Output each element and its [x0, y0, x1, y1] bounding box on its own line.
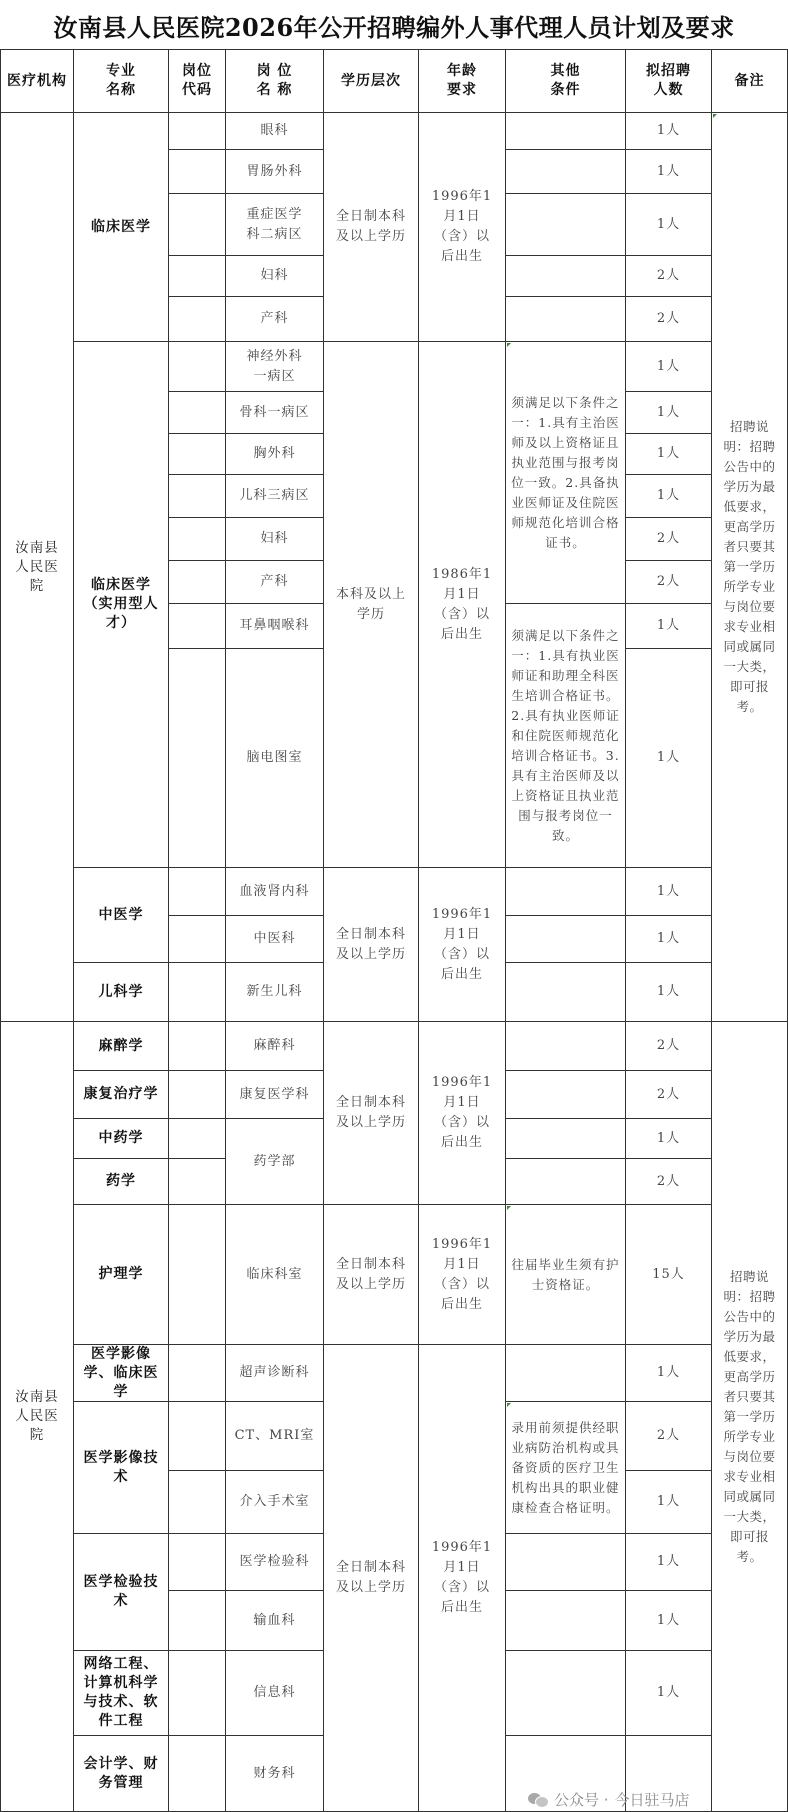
post-code-cell — [169, 561, 226, 604]
post-code-cell — [169, 1345, 226, 1402]
other-empty-cell — [506, 1651, 626, 1736]
post-name-cell: 妇科 — [226, 518, 324, 561]
header-count: 拟招聘 人数 — [626, 50, 712, 113]
major-cell: 会计学、财务管理 — [74, 1736, 169, 1812]
count-cell: 1人 — [626, 1119, 712, 1159]
major-cell: 麻醉学 — [74, 1022, 169, 1071]
other-empty-cell — [506, 1119, 626, 1159]
post-code-cell — [169, 1071, 226, 1119]
count-cell: 1人 — [626, 916, 712, 963]
count-cell: 1人 — [626, 868, 712, 916]
count-cell: 2人 — [626, 1159, 712, 1205]
post-code-cell — [169, 1119, 226, 1159]
post-code-cell — [169, 604, 226, 649]
post-code-cell — [169, 1205, 226, 1345]
post-code-cell — [169, 475, 226, 518]
post-code-cell — [169, 194, 226, 256]
other-empty-cell — [506, 868, 626, 916]
count-cell: 2人 — [626, 1402, 712, 1471]
major-cell: 儿科学 — [74, 963, 169, 1022]
post-name-cell: 信息科 — [226, 1651, 324, 1736]
post-name-cell: 临床科室 — [226, 1205, 324, 1345]
post-name-cell: 产科 — [226, 297, 324, 342]
major-cell: 中药学 — [74, 1119, 169, 1159]
major-cell: 医学影像技术 — [74, 1402, 169, 1534]
count-cell: 2人 — [626, 518, 712, 561]
post-name-cell: 介入手术室 — [226, 1471, 324, 1534]
recruitment-table — [0, 49, 788, 1812]
major-cell: 中医学 — [74, 868, 169, 963]
major-cell: 临床医学（实用型人才） — [74, 342, 169, 868]
count-cell: 1人 — [626, 150, 712, 194]
major-cell: 网络工程、计算机科学与技术、软件工程 — [74, 1651, 169, 1736]
post-name-cell: 麻醉科 — [226, 1022, 324, 1071]
post-name-cell: 耳鼻咽喉科 — [226, 604, 324, 649]
remark-cell: 招聘说明：招聘公告中的学历为最低要求，更高学历者只要其第一学历所学专业与岗位要求专业相同或属同一大类，即可报考。 — [712, 1022, 788, 1812]
other-empty-cell — [506, 297, 626, 342]
header-post-code: 岗位 代码 — [169, 50, 226, 113]
education-cell: 全日制本科及以上学历 — [324, 868, 419, 1022]
other-empty-cell — [506, 1534, 626, 1591]
post-name-cell: 药学部 — [226, 1119, 324, 1205]
post-code-cell — [169, 392, 226, 434]
count-cell: 2人 — [626, 1071, 712, 1119]
post-name-cell: CT、MRI室 — [226, 1402, 324, 1471]
count-cell: 1人 — [626, 963, 712, 1022]
post-code-cell — [169, 434, 226, 475]
post-name-cell: 血液肾内科 — [226, 868, 324, 916]
count-cell: 1人 — [626, 1651, 712, 1736]
other-empty-cell — [506, 194, 626, 256]
major-cell: 临床医学 — [74, 113, 169, 342]
count-cell: 1人 — [626, 1534, 712, 1591]
other-empty-cell — [506, 1022, 626, 1071]
header-post-name: 岗 位 名 称 — [226, 50, 324, 113]
count-cell: 1人 — [626, 649, 712, 868]
education-cell: 全日制本科及以上学历 — [324, 1345, 419, 1812]
other-empty-cell — [506, 256, 626, 297]
post-code-cell — [169, 916, 226, 963]
institution-cell-1: 汝南县人民医院 — [1, 113, 74, 1022]
major-cell: 医学影像学、临床医学 — [74, 1345, 169, 1402]
post-name-cell: 重症医学科二病区 — [226, 194, 324, 256]
page-title: 汝南县人民医院2026年公开招聘编外人事代理人员计划及要求 — [53, 12, 735, 42]
age-cell: 1996年1月1日（含）以后出生 — [419, 1345, 506, 1812]
other-empty-cell — [506, 1071, 626, 1119]
remark-cell: 招聘说明：招聘公告中的学历为最低要求，更高学历者只要其第一学历所学专业与岗位要求专业相同或属同一大类，即可报考。 — [712, 113, 788, 1022]
count-cell: 1人 — [626, 113, 712, 150]
condition-cell: 录用前须提供经职业病防治机构或具备资质的医疗卫生机构出具的职业健康检查合格证明。 — [506, 1402, 626, 1534]
count-cell: 1人 — [626, 434, 712, 475]
post-name-cell: 神经外科一病区 — [226, 342, 324, 392]
header-institution: 医疗机构 — [1, 50, 74, 113]
post-code-cell — [169, 1534, 226, 1591]
count-cell: 1人 — [626, 1345, 712, 1402]
post-name-cell: 新生儿科 — [226, 963, 324, 1022]
post-name-cell: 胃肠外科 — [226, 150, 324, 194]
post-name-cell: 财务科 — [226, 1736, 324, 1812]
post-code-cell — [169, 1736, 226, 1812]
count-cell: 1人 — [626, 1471, 712, 1534]
age-cell: 1996年1月1日（含）以后出生 — [419, 113, 506, 342]
count-cell: 1人 — [626, 392, 712, 434]
other-empty-cell — [506, 916, 626, 963]
condition-cell: 须满足以下条件之一：1.具有执业医师证和助理全科医生培训合格证书。2.具有执业医师证和住院医师规范化培训合格证书。3.具有主治医师及以上资格证且执业范围与报考岗位一致。 — [506, 604, 626, 868]
header-other: 其他 条件 — [506, 50, 626, 113]
post-name-cell: 产科 — [226, 561, 324, 604]
post-code-cell — [169, 868, 226, 916]
condition-cell: 往届毕业生须有护士资格证。 — [506, 1205, 626, 1345]
education-cell: 全日制本科及以上学历 — [324, 1205, 419, 1345]
post-name-cell: 脑电图室 — [226, 649, 324, 868]
count-cell: 2人 — [626, 1022, 712, 1071]
post-code-cell — [169, 297, 226, 342]
header-age: 年龄 要求 — [419, 50, 506, 113]
post-code-cell — [169, 649, 226, 868]
major-cell: 药学 — [74, 1159, 169, 1205]
count-cell: 1人 — [626, 1591, 712, 1651]
post-code-cell — [169, 1402, 226, 1471]
post-name-cell: 妇科 — [226, 256, 324, 297]
count-cell: 1人 — [626, 604, 712, 649]
major-cell: 医学检验技术 — [74, 1534, 169, 1651]
major-cell: 康复治疗学 — [74, 1071, 169, 1119]
post-code-cell — [169, 1471, 226, 1534]
post-code-cell — [169, 1159, 226, 1205]
post-code-cell — [169, 150, 226, 194]
count-cell: 2人 — [626, 297, 712, 342]
education-cell: 全日制本科及以上学历 — [324, 113, 419, 342]
watermark — [528, 1788, 690, 1810]
post-code-cell — [169, 342, 226, 392]
age-cell: 1996年1月1日（含）以后出生 — [419, 1022, 506, 1205]
count-cell: 2人 — [626, 561, 712, 604]
count-cell: 1人 — [626, 475, 712, 518]
post-name-cell: 康复医学科 — [226, 1071, 324, 1119]
other-empty-cell — [506, 1591, 626, 1651]
post-name-cell: 眼科 — [226, 113, 324, 150]
cell-indicator-mark — [507, 343, 511, 347]
education-cell: 全日制本科及以上学历 — [324, 1022, 419, 1205]
cell-indicator-mark — [713, 114, 717, 118]
other-empty-cell — [506, 1159, 626, 1205]
post-name-cell: 超声诊断科 — [226, 1345, 324, 1402]
header-remark: 备注 — [712, 50, 788, 113]
other-empty-cell — [506, 1345, 626, 1402]
post-code-cell — [169, 1022, 226, 1071]
post-code-cell — [169, 963, 226, 1022]
wechat-icon — [528, 1791, 548, 1807]
other-empty-cell — [506, 963, 626, 1022]
header-major: 专业 名称 — [74, 50, 169, 113]
watermark-name: 今日驻马店 — [614, 1790, 690, 1809]
post-name-cell: 输血科 — [226, 1591, 324, 1651]
post-code-cell — [169, 518, 226, 561]
header-education: 学历层次 — [324, 50, 419, 113]
post-name-cell: 医学检验科 — [226, 1534, 324, 1591]
watermark-prefix: 公众号 · — [554, 1790, 609, 1809]
post-name-cell: 胸外科 — [226, 434, 324, 475]
age-cell: 1986年1月1日（含）以后出生 — [419, 342, 506, 868]
cell-indicator-mark — [507, 1206, 511, 1210]
count-cell: 1人 — [626, 194, 712, 256]
education-cell: 本科及以上学历 — [324, 342, 419, 868]
count-cell: 2人 — [626, 256, 712, 297]
count-cell: 1人 — [626, 342, 712, 392]
post-name-cell: 儿科三病区 — [226, 475, 324, 518]
post-code-cell — [169, 1591, 226, 1651]
post-code-cell — [169, 113, 226, 150]
major-cell: 护理学 — [74, 1205, 169, 1345]
post-name-cell: 骨科一病区 — [226, 392, 324, 434]
other-empty-cell — [506, 113, 626, 150]
age-cell: 1996年1月1日（含）以后出生 — [419, 868, 506, 1022]
age-cell: 1996年1月1日（含）以后出生 — [419, 1205, 506, 1345]
post-code-cell — [169, 256, 226, 297]
count-cell: 15人 — [626, 1205, 712, 1345]
post-code-cell — [169, 1651, 226, 1736]
post-name-cell: 中医科 — [226, 916, 324, 963]
condition-cell: 须满足以下条件之一：1.具有主治医师及以上资格证且执业范围与报考岗位一致。2.具备执业医师证及住院医师规范化培训合格证书。 — [506, 342, 626, 604]
other-empty-cell — [506, 150, 626, 194]
institution-cell-2: 汝南县人民医院 — [1, 1022, 74, 1812]
cell-indicator-mark — [507, 1403, 511, 1407]
